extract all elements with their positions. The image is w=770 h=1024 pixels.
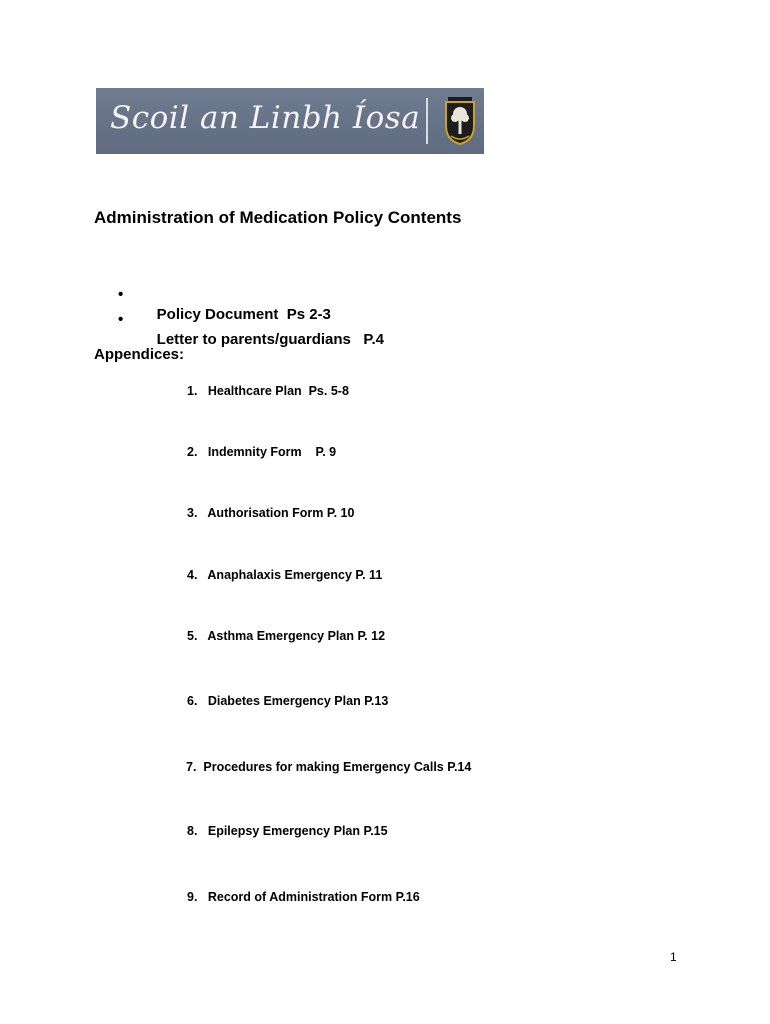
bullet-item-letter-to-parents bbox=[118, 310, 384, 348]
page-number: 1 bbox=[670, 950, 677, 964]
appendix-number: 8. bbox=[187, 824, 198, 838]
appendix-number: 6. bbox=[187, 694, 198, 708]
appendix-item-healthcare-plan bbox=[187, 384, 349, 398]
appendix-label: Diabetes Emergency Plan P.13 bbox=[207, 694, 389, 708]
appendix-item-emergency-calls bbox=[186, 760, 471, 774]
bullet-mark: • bbox=[118, 286, 124, 303]
appendix-label: Anaphalaxis Emergency P. 11 bbox=[207, 568, 383, 582]
appendices-heading: Appendices: bbox=[94, 346, 185, 363]
appendix-item-epilepsy-emergency-plan bbox=[187, 824, 388, 838]
appendix-label: Asthma Emergency Plan P. 12 bbox=[207, 629, 386, 643]
bullet-label: Letter to parents/guardians P.4 bbox=[156, 331, 384, 348]
appendix-number: 9. bbox=[187, 890, 198, 904]
appendix-item-indemnity-form bbox=[187, 445, 336, 459]
logo-divider bbox=[426, 98, 428, 144]
appendix-number: 5. bbox=[187, 629, 198, 643]
appendix-label: Healthcare Plan Ps. 5-8 bbox=[207, 384, 349, 398]
document-title: Administration of Medication Policy Contents bbox=[94, 208, 462, 227]
appendix-item-authorisation-form bbox=[187, 506, 354, 520]
school-logo-wordmark: Scoil an Linbh Íosa bbox=[110, 100, 421, 136]
appendix-item-anaphalaxis-emergency bbox=[187, 568, 382, 582]
appendix-item-record-of-administration bbox=[187, 890, 420, 904]
appendix-item-diabetes-emergency-plan bbox=[187, 694, 388, 708]
appendix-number: 2. bbox=[187, 445, 198, 459]
school-logo-banner bbox=[96, 88, 484, 154]
appendix-label: Procedures for making Emergency Calls P.14 bbox=[203, 760, 472, 774]
appendix-label: Indemnity Form P. 9 bbox=[207, 445, 337, 459]
bullet-mark: • bbox=[118, 311, 124, 328]
appendix-number: 4. bbox=[187, 568, 198, 582]
appendix-item-asthma-emergency-plan bbox=[187, 629, 385, 643]
school-crest-icon bbox=[443, 96, 477, 146]
appendix-number: 7. bbox=[186, 760, 197, 774]
appendix-number: 3. bbox=[187, 506, 198, 520]
bullet-label: Policy Document Ps 2-3 bbox=[156, 306, 331, 323]
appendix-label: Epilepsy Emergency Plan P.15 bbox=[207, 824, 388, 838]
appendix-label: Authorisation Form P. 10 bbox=[207, 506, 355, 520]
contents-bullet-list bbox=[118, 285, 384, 348]
appendix-label: Record of Administration Form P.16 bbox=[207, 890, 420, 904]
appendix-number: 1. bbox=[187, 384, 198, 398]
bullet-item-policy-document bbox=[118, 285, 384, 323]
